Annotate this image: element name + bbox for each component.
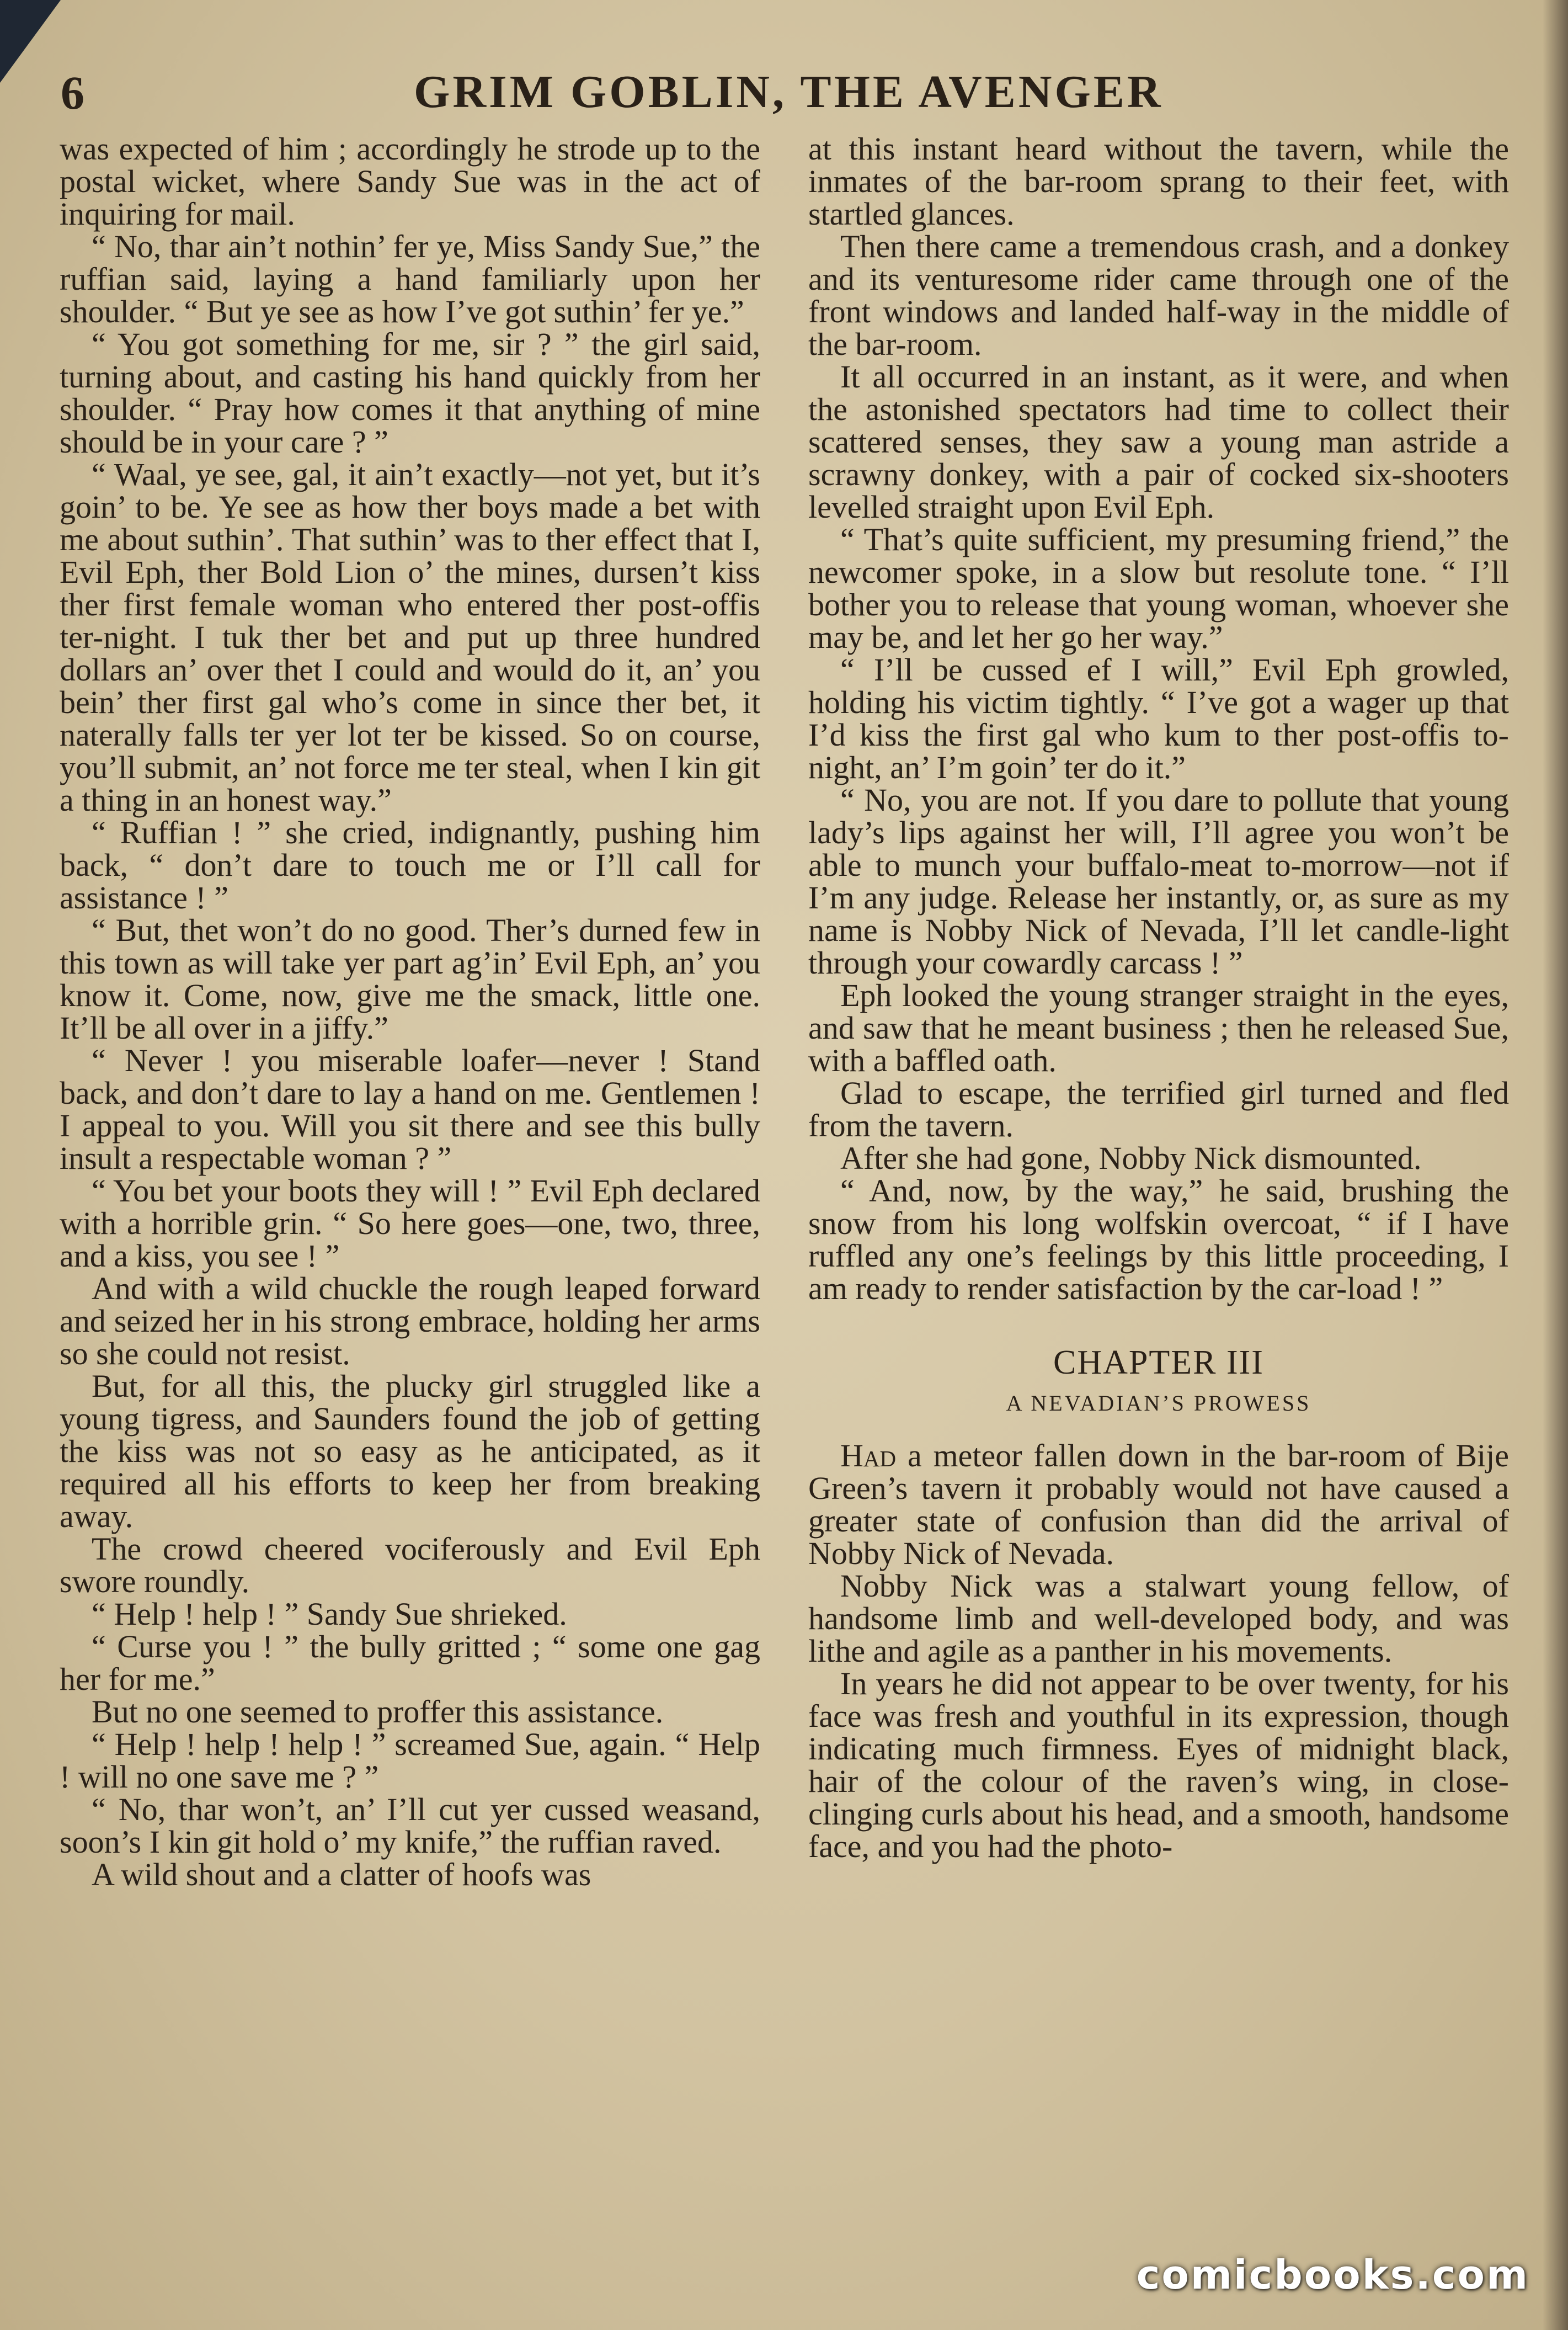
page-number: 6 [61,66,86,119]
paragraph: A wild shout and a clatter of hoofs was [92,1856,591,1892]
left-column [60,132,760,2274]
paragraph: “ But, thet won’t do no good. Ther’s durned few in this town as will take yer part ag’in’ Evil Eph, an’ you know it. Come, now, give me the smack, little one. It’ll be all over in a jiffy.” [60,912,760,1046]
paragraph: Eph looked the young stranger straight in the eyes, and saw that he meant business ; then he released Sue, with a baffled oath. [808,977,1509,1078]
paragraph: “ Waal, ye see, gal, it ain’t exactly—not yet, but it’s goin’ to be. Ye see as how ther boys made a bet with me about suthin’. That suthin’ was to ther effect that I, Evil Eph, ther Bold Lion o’ the mines, dursen’t kiss ther first female woman who entered ther post-offis ter-night. I tuk ther bet and put up three hundred dollars an’ over thet I could and would do it, an’ you bein’ ther first gal who’s come in since ther bet, it naterally falls ter yer lot ter be kissed. So on course, you’ll submit, an’ not force me ter steal, when I kin git a thing in an honest way.” [60,456,760,818]
paragraph: The crowd cheered vociferously and Evil Eph swore roundly. [60,1531,760,1599]
paragraph: Then there came a tremendous crash, and a donkey and its venturesome rider came through one of the front windows and landed half-way in the middle of the bar-room. [808,228,1509,362]
chapter-subtitle: A NEVADIAN’S PROWESS [1006,1391,1311,1416]
paragraph: “ Curse you ! ” the bully gritted ; “ some one gag her for me.” [60,1629,760,1697]
paragraph: Nobby Nick was a stalwart young fellow, of handsome limb and well-developed body, and was lithe and agile as a panther in his movements. [808,1568,1509,1669]
chapter-opening-paragraph [808,1439,1509,1570]
watermark: comicbooks.com [1136,2252,1529,2298]
paragraph: After she had gone, Nobby Nick dismounted. [840,1140,1422,1176]
torn-corner [0,0,61,83]
paragraph: But no one seemed to proffer this assistance. [92,1694,664,1730]
paragraph: “ That’s quite sufficient, my presuming friend,” the newcomer spoke, in a slow but resolute tone. “ I’ll bother you to release that young woman, whoever she may be, and let her go her way.” [808,522,1509,655]
paragraph: “ You got something for me, sir ? ” the girl said, turning about, and casting his hand quickly from her shoulder. “ Pray how comes it that anything of mine should be in your care ? ” [60,326,760,460]
running-header [61,65,1528,126]
paragraph: In years he did not appear to be over twenty, for his face was fresh and youthful in its expression, though indicating much firmness. Eyes of midnight black, hair of the colour of the raven’s wing, in close-clinging curls about his head, and a smooth, handsome face, and you had the photo- [808,1666,1509,1864]
paragraph: “ No, you are not. If you dare to pollute that young lady’s lips against her will, I’ll agree you won’t be able to munch your buffalo-meat to-morrow—not if I’m any judge. Release her instantly, or, as sure as my name is Nobby Nick of Nevada, I’ll let candle-light through your cowardly carcass ! ” [808,782,1509,981]
paragraph: And with a wild chuckle the rough leaped forward and seized her in his strong embrace, holding her arms so she could not resist. [60,1270,760,1371]
paragraph: “ Help ! help ! help ! ” screamed Sue, again. “ Help ! will no one save me ? ” [60,1726,760,1795]
paragraph: was expected of him ; accordingly he strode up to the postal wicket, where Sandy Sue was in the act of inquiring for mail. [60,132,760,232]
paragraph: “ No, thar won’t, an’ I’ll cut yer cussed weasand, soon’s I kin git hold o’ my knife,” the ruffian raved. [60,1791,760,1860]
chapter-title: CHAPTER III [1053,1344,1264,1381]
page-edge-shadow [1543,0,1568,2330]
paragraph: at this instant heard without the tavern, while the inmates of the bar-room sprang to their feet, with startled glances. [808,132,1509,232]
dropcap-word: Had [840,1438,897,1473]
paragraph: “ I’ll be cussed ef I will,” Evil Eph growled, holding his victim tightly. “ I’ve got a wager up that I’d kiss the first gal who kum to ther post-offis to-night, an’ I’m goin’ ter do it.” [808,652,1509,785]
paragraph: “ No, thar ain’t nothin’ fer ye, Miss Sandy Sue,” the ruffian said, laying a hand familiarly upon her shoulder. “ But ye see as how I’ve got suthin’ fer ye.” [60,228,760,329]
paragraph: “ Ruffian ! ” she cried, indignantly, pushing him back, “ don’t dare to touch me or I’ll call for assistance ! ” [60,815,760,916]
paragraph: It all occurred in an instant, as it were, and when the astonished spectators had time to collect their scattered senses, they saw a young man astride a scrawny donkey, with a pair of cocked six-shooters levelled straight upon Evil Eph. [808,359,1509,525]
right-column [808,132,1509,2274]
paragraph: “ Help ! help ! ” Sandy Sue shrieked. [92,1596,567,1632]
opening-text: a meteor fallen down in the bar-room of Bije Green’s tavern it probably would not have caused a greater state of confusion than did the arrival of Nobby Nick of Nevada. [808,1438,1509,1571]
paragraph: “ You bet your boots they will ! ” Evil Eph declared with a horrible grin. “ So here goes—one, two, three, and a kiss, you see ! ” [60,1173,760,1274]
paragraph: “ Never ! you miserable loafer—never ! Stand back, and don’t dare to lay a hand on me. Gentlemen ! I appeal to you. Will you sit there and see this bully insult a respectable woman ? ” [60,1042,760,1176]
paragraph: Glad to escape, the terrified girl turned and fled from the tavern. [808,1075,1509,1143]
running-title: GRIM GOBLIN, THE AVENGER [414,66,1164,118]
paragraph: “ And, now, by the way,” he said, brushing the snow from his long wolfskin overcoat, “ if I have ruffled any one’s feelings by this little proceeding, I am ready to render satisfaction by the car-load ! ” [808,1173,1509,1306]
paragraph: But, for all this, the plucky girl struggled like a young tigress, and Saunders found the job of getting the kiss was not so easy as he anticipated, as it required all his efforts to keep her from breaking away. [60,1368,760,1534]
